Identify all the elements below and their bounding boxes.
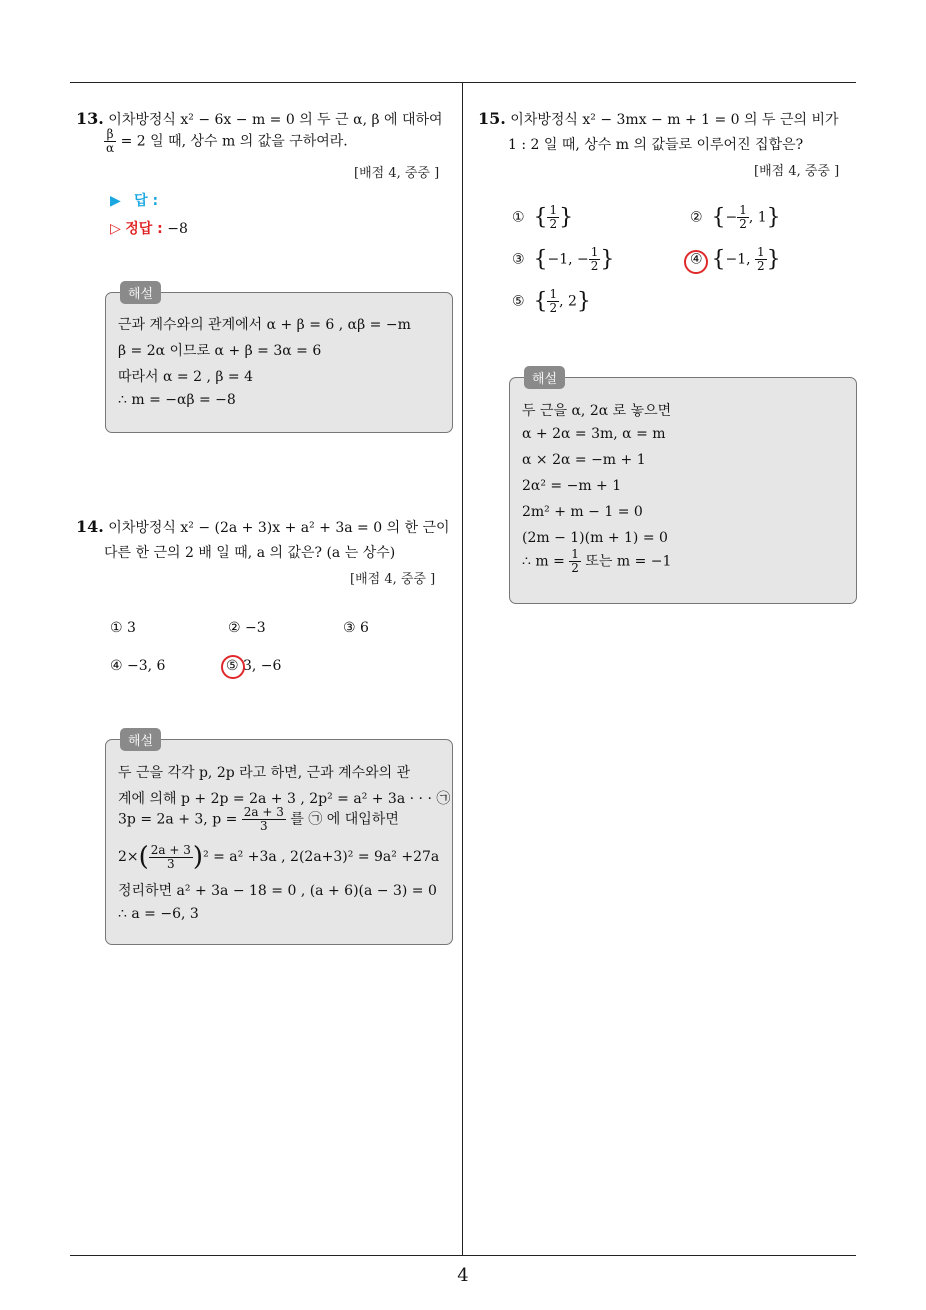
fraction xyxy=(149,844,193,871)
solution-line: ∴ a = −6, 3 xyxy=(118,906,199,922)
solution-text: 2× xyxy=(118,849,139,865)
brace-right: } xyxy=(766,205,781,230)
question-number: 13. xyxy=(76,109,104,128)
choice-text: − xyxy=(725,209,738,226)
choice-mark: ① xyxy=(512,209,525,226)
question-number: 14. xyxy=(76,517,104,536)
fraction-denominator: 2 xyxy=(590,259,599,273)
choice-1[interactable] xyxy=(512,204,573,231)
choice-1[interactable]: ① 3 xyxy=(110,620,136,636)
fraction-numerator: β xyxy=(104,128,116,142)
correct-value: −8 xyxy=(167,221,188,237)
solution-text: ² = a² +3a , 2(2a+3)² = 9a² +27a xyxy=(203,849,440,865)
brace-left: { xyxy=(711,205,726,230)
fraction xyxy=(547,288,559,315)
fraction-denominator: α xyxy=(106,141,115,155)
answer-row xyxy=(110,190,158,210)
correct-answer-row xyxy=(110,218,188,238)
solution-line-fraction xyxy=(118,806,399,833)
choice-mark: ⑤ xyxy=(512,293,525,310)
fraction-numerator: 1 xyxy=(590,245,599,259)
fraction xyxy=(547,204,559,231)
solution-text: 를 ㉠ 에 대입하면 xyxy=(290,811,399,828)
choice-text: , 2 xyxy=(559,293,577,310)
correct-label: 정답 : xyxy=(125,221,163,237)
solution-text: ∴ m = xyxy=(522,553,565,570)
question-15 xyxy=(478,106,862,133)
choice-3[interactable]: ③ 6 xyxy=(343,620,369,636)
score-meta: [배점 4, 중중 ] xyxy=(354,166,440,181)
choice-text: −1, xyxy=(725,251,756,268)
brace-left: { xyxy=(533,247,548,272)
page-number: 4 xyxy=(457,1265,469,1286)
fraction-denominator: 2 xyxy=(571,561,579,575)
fraction-numerator: 1 xyxy=(549,287,558,301)
score-meta: [배점 4, 중중 ] xyxy=(350,572,436,587)
fraction-denominator: 3 xyxy=(260,819,268,833)
fraction xyxy=(589,246,601,273)
play-triangle-icon: ▶ xyxy=(110,193,121,209)
solution-line: 계에 의해 p + 2p = 2a + 3 , 2p² = a² + 3a · · · ㉠ xyxy=(118,791,451,807)
solution-line: 두 근을 각각 p, 2p 라고 하면, 근과 계수와의 관 xyxy=(118,765,411,781)
score-meta: [배점 4, 중중 ] xyxy=(754,164,840,179)
question-number: 15. xyxy=(478,109,506,128)
fraction-denominator: 2 xyxy=(549,217,558,231)
question-text-line2: 1 : 2 일 때, 상수 m 의 값들로 이루어진 집합은? xyxy=(508,137,804,153)
solution-line: 근과 계수와의 관계에서 α + β = 6 , αβ = −m xyxy=(118,317,411,333)
fraction-denominator: 2 xyxy=(549,301,558,315)
fraction xyxy=(242,806,286,833)
choice-2[interactable]: ② −3 xyxy=(228,620,266,636)
question-text-line1: 이차방정식 x² − (2a + 3)x + a² + 3a = 0 의 한 근이 xyxy=(108,520,450,536)
choice-mark: ② xyxy=(690,209,703,226)
brace-right: } xyxy=(600,247,615,272)
solution-line: ∴ m = −αβ = −8 xyxy=(118,392,236,408)
choice-5[interactable]: ⑤ 3, −6 xyxy=(226,658,282,674)
choice-mark: ④ xyxy=(690,251,703,268)
fraction-numerator: 1 xyxy=(549,203,558,217)
selected-circle-icon xyxy=(221,655,245,679)
brace-right: } xyxy=(576,289,591,314)
paren-left: ( xyxy=(138,842,149,872)
answer-label: 답 : xyxy=(134,193,159,209)
solution-text: 3p = 2a + 3, p = xyxy=(118,811,238,828)
fraction-numerator: 1 xyxy=(739,203,747,217)
choice-5[interactable] xyxy=(512,288,591,315)
brace-left: { xyxy=(711,247,726,272)
selected-circle-icon xyxy=(684,250,708,274)
question-14 xyxy=(76,514,460,541)
fraction-denominator: 3 xyxy=(167,856,175,871)
fraction-numerator: 1 xyxy=(757,245,765,259)
question-13-line2 xyxy=(104,128,348,155)
brace-left: { xyxy=(533,205,548,230)
bottom-rule xyxy=(70,1255,856,1256)
choice-text: −1, − xyxy=(547,251,589,268)
solution-line: 2m² + m − 1 = 0 xyxy=(522,504,643,520)
question-text-line1: 이차방정식 x² − 3mx − m + 1 = 0 의 두 근의 비가 xyxy=(510,112,839,128)
choice-text: , 1 xyxy=(748,209,767,226)
choice-4[interactable]: ④ −3, 6 xyxy=(110,658,166,674)
column-divider xyxy=(462,82,463,1256)
brace-right: } xyxy=(766,247,781,272)
brace-left: { xyxy=(533,289,548,314)
choice-3[interactable] xyxy=(512,246,614,273)
solution-line: α + 2α = 3m, α = m xyxy=(522,426,666,442)
solution-line: 따라서 α = 2 , β = 4 xyxy=(118,369,253,385)
fraction-numerator: 2a + 3 xyxy=(150,842,191,857)
choice-mark: ③ xyxy=(512,251,525,268)
fraction-denominator: 2 xyxy=(739,217,747,231)
fraction-beta-alpha xyxy=(104,128,116,155)
fraction xyxy=(755,246,767,273)
choice-2[interactable] xyxy=(690,204,781,231)
paren-right: ) xyxy=(192,842,204,872)
brace-right: } xyxy=(559,205,574,230)
question-text-line1: 이차방정식 x² − 6x − m = 0 의 두 근 α, β 에 대하여 xyxy=(108,112,443,128)
question-text-line2: = 2 일 때, 상수 m 의 값을 구하여라. xyxy=(120,133,348,150)
solution-line: 2α² = −m + 1 xyxy=(522,478,622,494)
solution-tag: 해설 xyxy=(120,728,161,751)
fraction xyxy=(569,548,581,575)
solution-tag: 해설 xyxy=(524,366,565,389)
solution-line: β = 2α 이므로 α + β = 3α = 6 xyxy=(118,343,322,359)
solution-line: 두 근을 α, 2α 로 놓으면 xyxy=(522,403,672,419)
fraction-numerator: 1 xyxy=(571,547,579,561)
fraction-denominator: 2 xyxy=(757,259,765,273)
fraction xyxy=(737,204,749,231)
solution-line-paren-fraction xyxy=(118,842,439,872)
solution-text: 또는 m = −1 xyxy=(585,553,672,570)
outline-triangle-icon: ▷ xyxy=(110,221,121,237)
fraction-numerator: 2a + 3 xyxy=(243,805,284,819)
question-text-line2: 다른 한 근의 2 배 일 때, a 의 값은? (a 는 상수) xyxy=(104,545,396,561)
solution-line-fraction xyxy=(522,548,671,575)
solution-tag: 해설 xyxy=(120,281,161,304)
solution-line: α × 2α = −m + 1 xyxy=(522,452,646,468)
solution-line: 정리하면 a² + 3a − 18 = 0 , (a + 6)(a − 3) = 0 xyxy=(118,883,437,899)
top-rule xyxy=(70,82,856,83)
solution-line: (2m − 1)(m + 1) = 0 xyxy=(522,530,668,546)
